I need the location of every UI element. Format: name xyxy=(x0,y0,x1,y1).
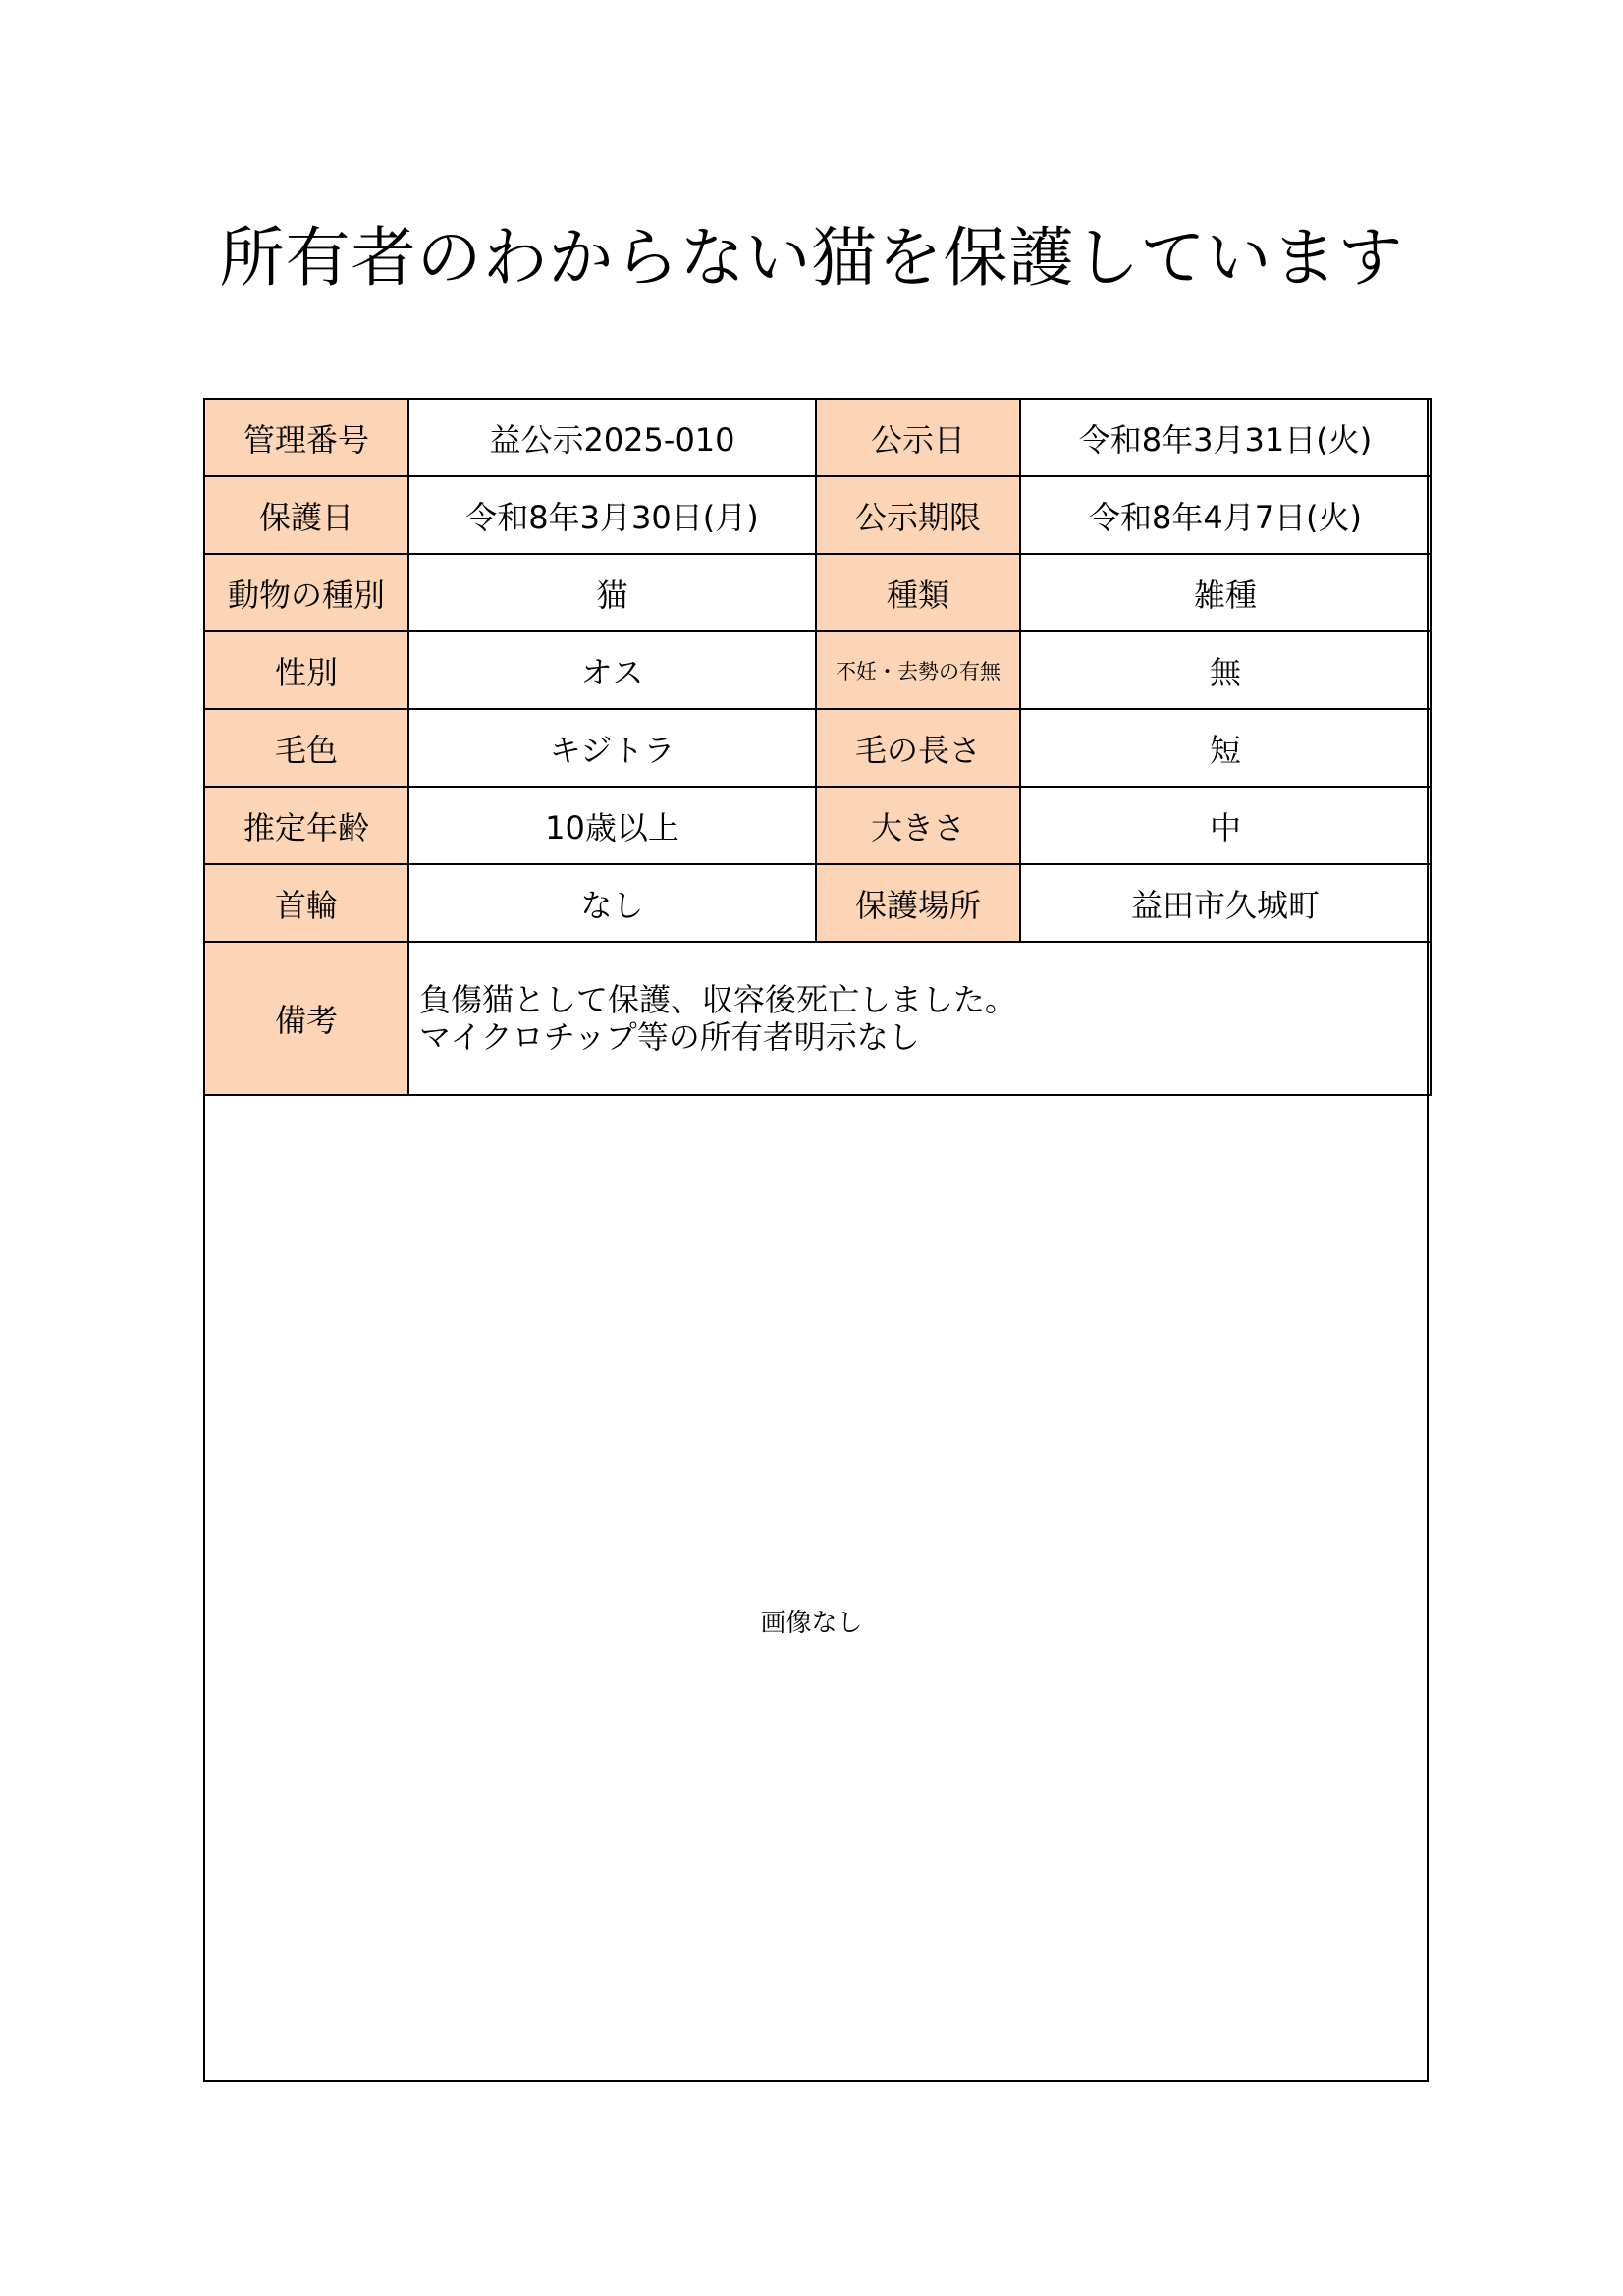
page-title: 所有者のわからない猫を保護しています xyxy=(219,220,1404,296)
coat-color-value: キジトラ xyxy=(408,709,816,787)
table-row xyxy=(204,787,1431,864)
collar-label: 首輪 xyxy=(204,864,408,942)
protection-date-label: 保護日 xyxy=(204,476,408,554)
protection-location-value: 益田市久城町 xyxy=(1020,864,1431,942)
table-row xyxy=(204,476,1431,554)
no-image-caption: 画像なし xyxy=(760,1609,863,1638)
sex-label: 性別 xyxy=(204,631,408,709)
table-row xyxy=(204,554,1431,631)
breed-label: 種類 xyxy=(816,554,1020,631)
protection-location-label: 保護場所 xyxy=(816,864,1020,942)
collar-value: なし xyxy=(408,864,816,942)
size-value: 中 xyxy=(1020,787,1431,864)
info-table xyxy=(203,398,1432,1096)
neutered-label: 不妊・去勢の有無 xyxy=(816,631,1020,709)
breed-value: 雑種 xyxy=(1020,554,1431,631)
remarks-line-2: マイクロチップ等の所有者明示なし xyxy=(419,1018,920,1056)
remarks-value xyxy=(408,942,1431,1095)
coat-color-label: 毛色 xyxy=(204,709,408,787)
table-row xyxy=(204,399,1431,476)
table-row xyxy=(204,631,1431,709)
table-row xyxy=(204,864,1431,942)
neutered-value: 無 xyxy=(1020,631,1431,709)
coat-length-label: 毛の長さ xyxy=(816,709,1020,787)
size-label: 大きさ xyxy=(816,787,1020,864)
animal-type-label: 動物の種別 xyxy=(204,554,408,631)
management-number-value: 益公示2025-010 xyxy=(408,399,816,476)
protection-date-value: 令和8年3月30日(月) xyxy=(408,476,816,554)
animal-info-form xyxy=(203,398,1429,2082)
notice-date-value: 令和8年3月31日(火) xyxy=(1020,399,1431,476)
notice-date-label: 公示日 xyxy=(816,399,1020,476)
estimated-age-value: 10歳以上 xyxy=(408,787,816,864)
remarks-row xyxy=(204,942,1431,1095)
animal-type-value: 猫 xyxy=(408,554,816,631)
notice-deadline-label: 公示期限 xyxy=(816,476,1020,554)
estimated-age-label: 推定年齢 xyxy=(204,787,408,864)
table-row xyxy=(204,709,1431,787)
remarks-line-1: 負傷猫として保護、収容後死亡しました。 xyxy=(419,981,1017,1018)
notice-deadline-value: 令和8年4月7日(火) xyxy=(1020,476,1431,554)
management-number-label: 管理番号 xyxy=(204,399,408,476)
sex-value: オス xyxy=(408,631,816,709)
remarks-label: 備考 xyxy=(204,942,408,1095)
coat-length-value: 短 xyxy=(1020,709,1431,787)
